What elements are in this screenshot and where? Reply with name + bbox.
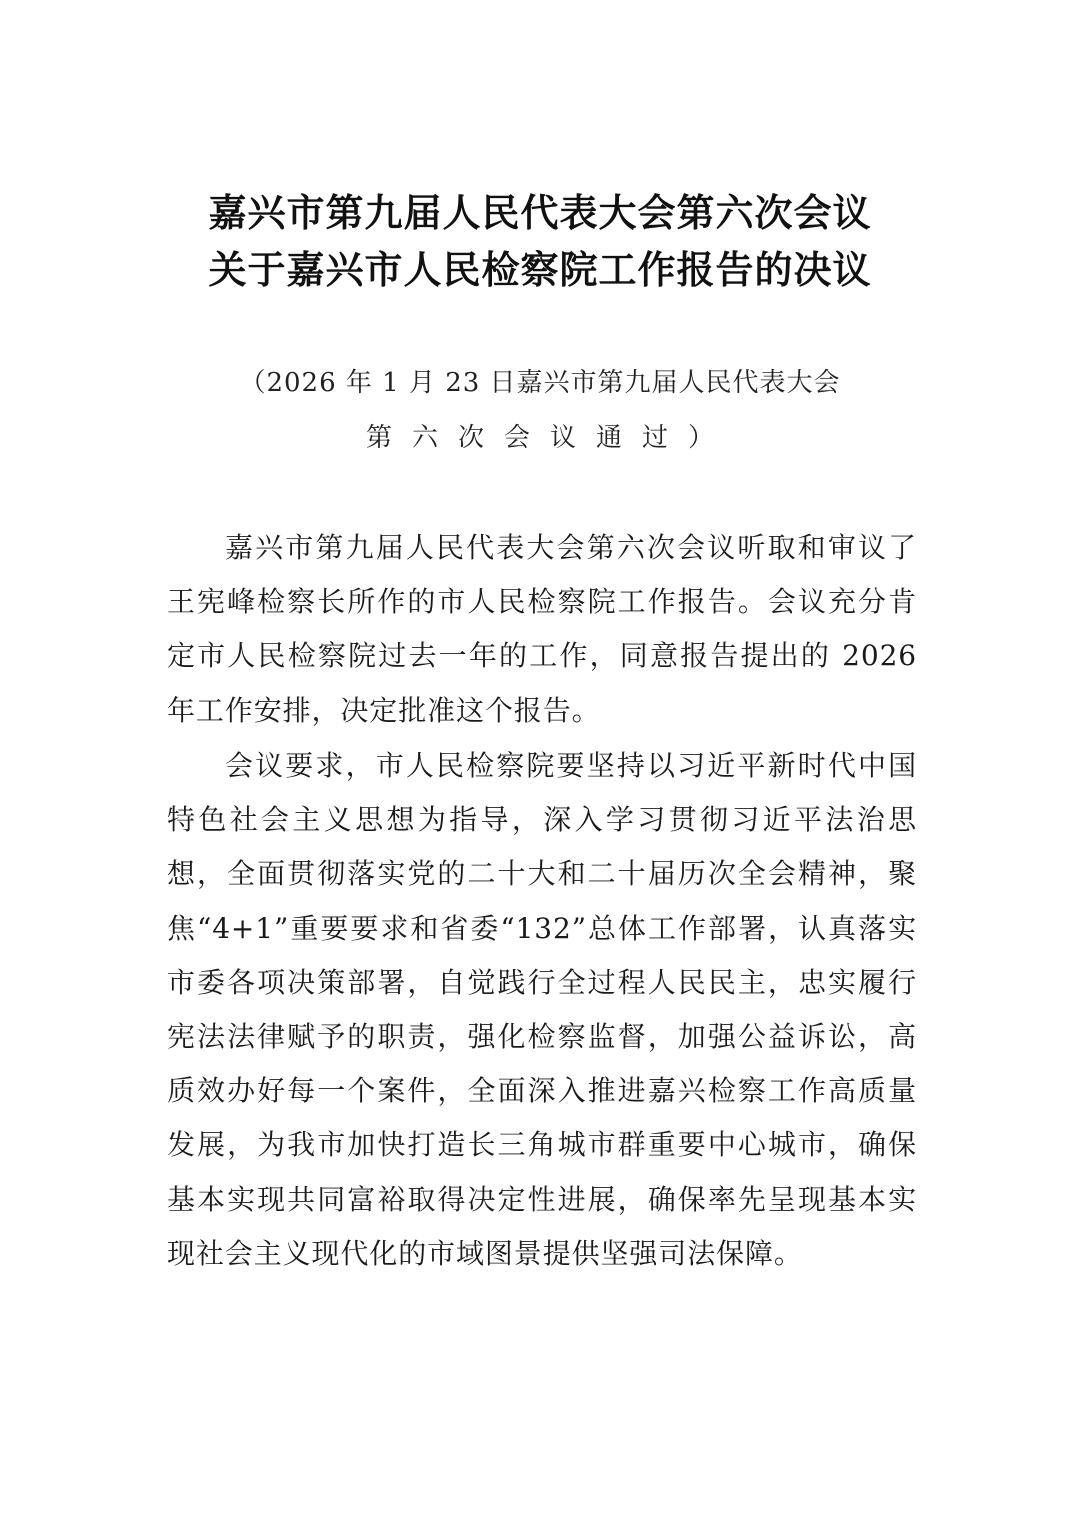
document-title-line-2: 关于嘉兴市人民检察院工作报告的决议 — [208, 247, 872, 292]
document-title-line-1: 嘉兴市第九届人民代表大会第六次会议 — [208, 190, 872, 235]
adoption-note-line-1: （2026 年 1 月 23 日嘉兴市第九届人民代表大会 — [239, 368, 841, 398]
adoption-note-line-2: 第六次会议通过） — [365, 423, 734, 453]
body-paragraph-1: 嘉兴市第九届人民代表大会第六次会议听取和审议了王宪峰检察长所作的市人民检察院工作报告。会议充分肯定市人民检察院过去一年的工作，同意报告提出的 2026 年工作安排，决定批准这个报告。 — [167, 531, 917, 727]
body-paragraph-2: 会议要求，市人民检察院要坚持以习近平新时代中国特色社会主义思想为指导，深入学习贯彻习近平法治思想，全面贯彻落实党的二十大和二十届历次全会精神，聚焦“4+1”重要要求和省委“132”总体工作部署，认真落实市委各项决策部署，自觉践行全过程人民民主，忠实履行宪法法律赋予的职责，强化检察监督，加强公益诉讼，高质效办好每一个案件，全面深入推进嘉兴检察工作高质量发展，为我市加快打造长三角城市群重要中心城市，确保基本实现共同富裕取得决定性进展，确保率先呈现基本实现社会主义现代化的市域图景提供坚强司法保障。 — [167, 749, 917, 1270]
